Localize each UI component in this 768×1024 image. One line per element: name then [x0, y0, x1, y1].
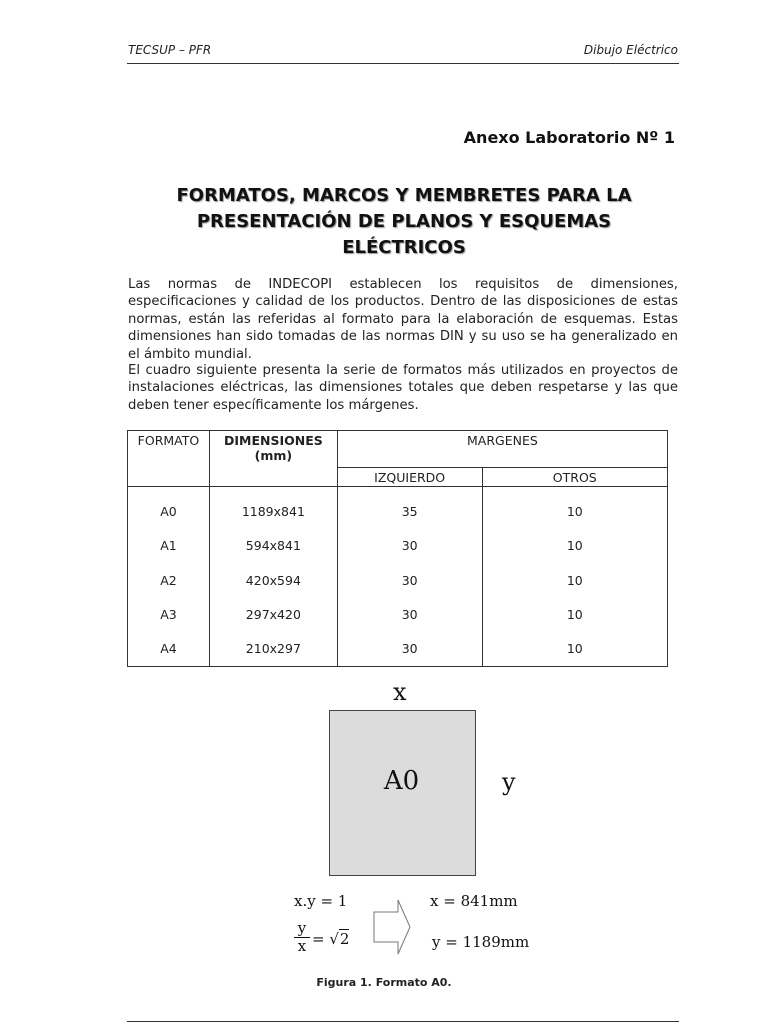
cell-formato: A3: [160, 606, 177, 622]
cell-otros: 10: [566, 572, 583, 588]
sqrt-radicand: 2: [339, 930, 350, 948]
dim-header-line2: (mm): [254, 448, 293, 463]
cell-formato: A2: [160, 572, 177, 588]
cell-dimensiones: 297x420: [245, 606, 301, 622]
footer-divider: [127, 1021, 679, 1022]
cell-formato: A1: [160, 538, 177, 554]
cell-izquierdo: 30: [401, 641, 418, 657]
sqrt-symbol: √: [329, 930, 339, 948]
cell-izquierdo: 35: [401, 504, 418, 519]
equation-y-value: y = 1189mm: [432, 933, 530, 951]
cell-dimensiones: 420x594: [245, 572, 301, 588]
col-header-formato: FORMATO: [128, 431, 210, 487]
header-right: Dibujo Eléctrico: [583, 43, 678, 57]
col-header-otros: OTROS: [482, 468, 667, 487]
equation-fraction: [294, 920, 310, 955]
cell-otros: 10: [566, 606, 583, 622]
fraction-denominator: x: [297, 937, 307, 955]
cell-izquierdo: 30: [401, 538, 418, 554]
title-line-2: PRESENTACIÓN DE PLANOS Y ESQUEMAS: [196, 211, 612, 232]
cell-otros: 10: [566, 641, 583, 657]
cell-formato: A4: [160, 641, 177, 657]
col-header-margenes: MARGENES: [337, 431, 667, 468]
cell-izquierdo: 30: [401, 572, 418, 588]
paragraph-intro: Las normas de INDECOPI establecen los requisitos de dimensiones, especificaciones y calidad de los productos. Dentro de las disposiciones de estas normas, están las referidas al formato para la elaboración de esquemas. Estas dimensiones han sido tomadas de las normas DIN y su uso se ha generalizado en el ámbito mundial.: [128, 277, 678, 362]
cell-formato: A0: [160, 504, 177, 519]
cell-otros: 10: [566, 504, 583, 519]
equation-x-value: x = 841mm: [430, 892, 518, 910]
paragraph-table-intro: El cuadro siguiente presenta la serie de formatos más utilizados en proyectos de instalaciones eléctricas, las dimensiones totales que deben respetarse y las que deben tener específicamente los márgenes.: [128, 363, 678, 413]
cell-izquierdo: 30: [401, 606, 418, 622]
fraction-numerator: y: [294, 920, 310, 938]
x-dimension-label: x: [393, 678, 407, 706]
col-header-izquierdo: IZQUIERDO: [337, 468, 482, 487]
annex-title: Anexo Laboratorio Nº 1: [463, 128, 675, 147]
figure-caption: Figura 1. Formato A0.: [316, 976, 452, 989]
cell-dimensiones: 1189x841: [241, 504, 305, 519]
implies-arrow-icon: [372, 898, 412, 958]
equation-ratio: [312, 930, 349, 948]
cell-otros: 10: [566, 538, 583, 554]
title-line-1: FORMATOS, MARCOS Y MEMBRETES PARA LA: [176, 185, 632, 206]
title-line-3: ELÉCTRICOS: [342, 237, 466, 258]
cell-dimensiones: 210x297: [245, 641, 301, 657]
a0-sheet-label: A0: [383, 766, 420, 796]
equation-product: x.y = 1: [294, 892, 348, 910]
dim-header-line1: DIMENSIONES: [223, 433, 323, 448]
y-dimension-label: y: [502, 768, 516, 796]
cell-dimensiones: 594x841: [245, 538, 301, 554]
ratio-equals: =: [312, 930, 330, 948]
header-left: TECSUP – PFR: [128, 43, 212, 57]
